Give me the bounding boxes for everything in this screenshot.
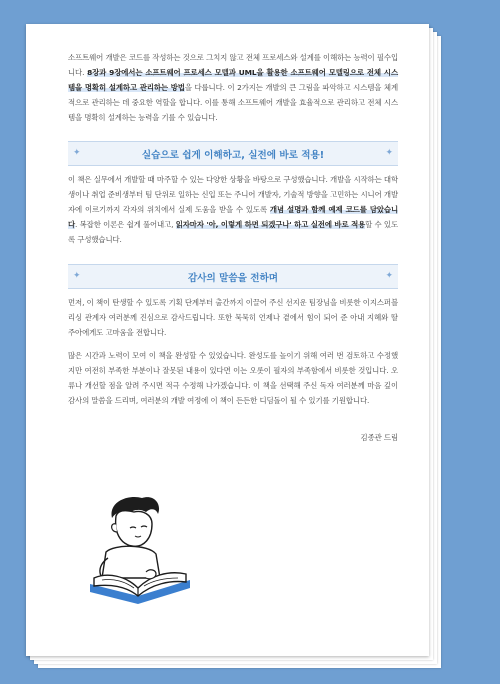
intro-text-2: 을 다룹니다. 이 2가지는 개발의 큰 그림을 파악하고 시스템을 체계적으로 관리하는 데 중요한 역할을 합니다. 이를 통해 소프트웨어 개발을 효율적으로 관리하고 전체 시스템을 명확히 설계하는 능력을 기를 수 있습니다. xyxy=(68,83,399,122)
intro-text-1: 소프트웨어 개발은 코드를 작성하는 것으로 그치지 않고 전체 프로세스와 설계를 이해하는 능력이 필수입니다. xyxy=(68,53,398,77)
section-header-thanks xyxy=(68,264,398,289)
page-content xyxy=(68,42,398,445)
practice-highlight-2: 읽자마자 '아, 이렇게 하면 되겠구나' 하고 실전에 바로 적용 xyxy=(175,220,366,229)
section-header-practice xyxy=(68,141,398,166)
practice-paragraph xyxy=(68,172,398,247)
practice-text-2: . 복잡한 이론은 쉽게 풀어내고, xyxy=(75,220,176,229)
star-icon: ✦ xyxy=(385,148,393,158)
reading-person-illustration xyxy=(86,492,196,612)
section-title-practice: 실습으로 쉽게 이해하고, 실전에 바로 적용! xyxy=(141,149,325,161)
thanks-paragraph-2: 많은 시간과 노력이 모여 이 책을 완성할 수 있었습니다. 완성도를 높이기 위해 여러 번 검토하고 수정했지만 여전히 부족한 부분이나 잘못된 내용이 있다면 이는 오롯이 필자의 부족함에서 비롯한 것입니다. 오류나 개선할 점을 알려 주시면 적극 수정해 나가겠습니다. 이 책을 선택해 주신 독자 여러분께 마음 깊이 감사의 말씀을 드리며, 여러분의 개발 여정에 이 책이 든든한 디딤돌이 될 수 있기를 기원합니다. xyxy=(68,351,398,405)
book-page xyxy=(26,24,429,656)
section-title-thanks: 감사의 말씀을 전하며 xyxy=(187,272,279,284)
practice-highlight-1: 개념 설명과 함께 예제 코드를 담았습니다 xyxy=(68,205,399,229)
thanks-paragraph-1: 먼저, 이 책이 탄생할 수 있도록 기획 단계부터 출간까지 이끌어 주신 선지운 팀장님을 비롯한 이지스퍼블리싱 관계자 여러분께 진심으로 감사드립니다. 또한 묵묵히 언제나 곁에서 힘이 되어 준 아내 지혜와 딸 주아에게도 고마움을 전합니다. xyxy=(68,298,398,337)
practice-text-1: 이 책은 실무에서 개발할 때 마주할 수 있는 다양한 상황을 바탕으로 구성했습니다. 개발을 시작하는 대학생이나 취업 준비생부터 팀 단위로 일하는 신입 또는 주니어 개발자, 기술적 방향을 고민하는 시니어 개발자에 이르기까지 각자의 위치에서 실제 도움을 받을 수 있도록 xyxy=(68,175,398,214)
star-icon: ✦ xyxy=(73,271,81,281)
practice-text-3: 할 수 있도록 구성했습니다. xyxy=(68,220,398,244)
star-icon: ✦ xyxy=(385,271,393,281)
author-signature: 김종관 드림 xyxy=(360,433,398,442)
intro-highlight: 8장과 9장에서는 소프트웨어 프로세스 모델과 UML을 활용한 소프트웨어 모델링으로 전체 시스템을 명확히 설계하고 관리하는 방법 xyxy=(68,68,398,92)
intro-paragraph xyxy=(68,50,398,125)
star-icon: ✦ xyxy=(73,148,81,158)
